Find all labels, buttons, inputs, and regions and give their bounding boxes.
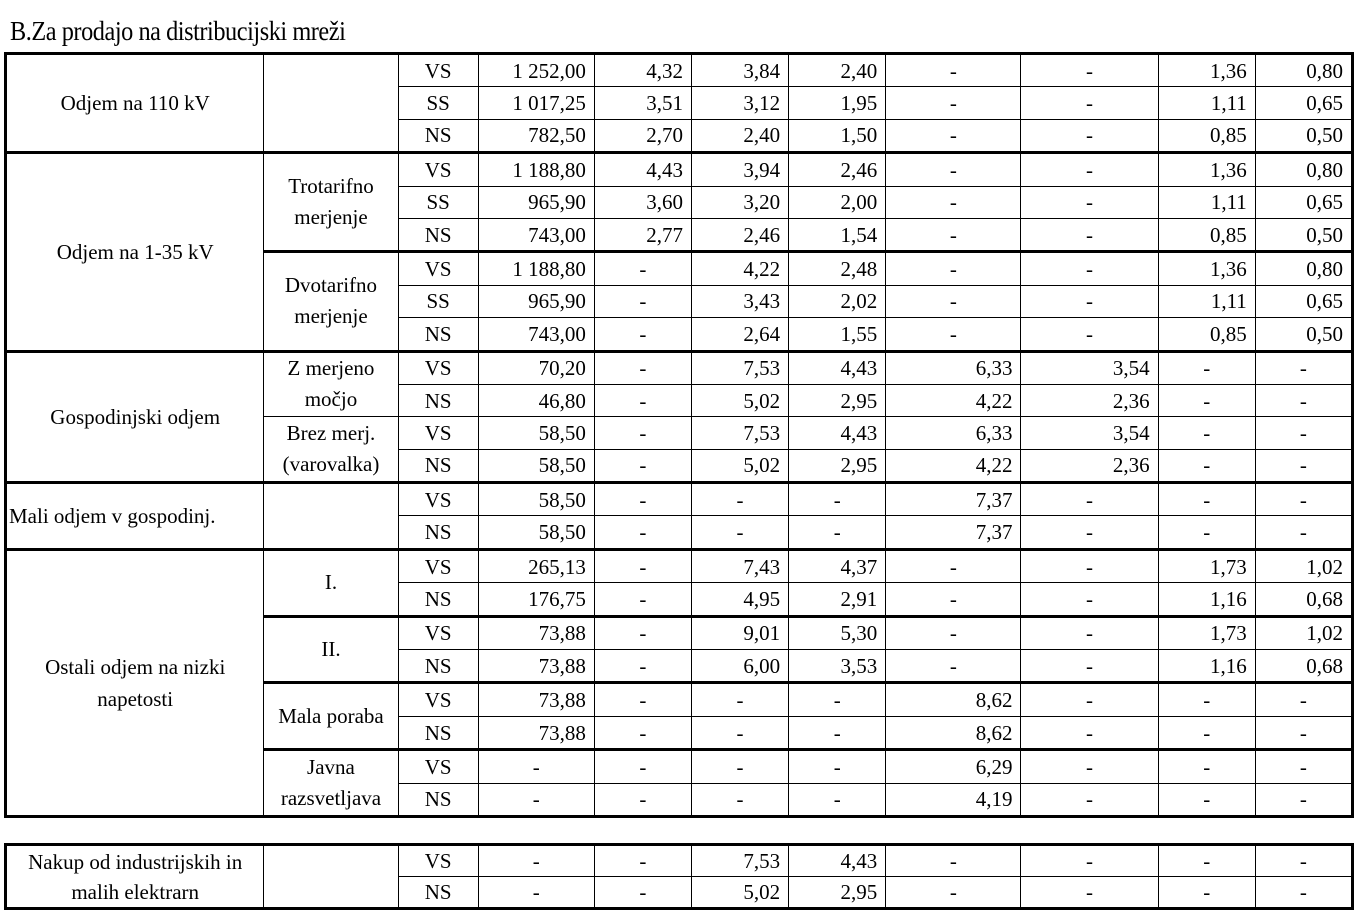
value-cell: - [691,483,788,516]
value-cell: - [594,417,691,449]
value-cell: - [1158,417,1255,449]
value-cell: 5,02 [691,449,788,482]
group-label: Odjem na 1-35 kV [6,153,264,351]
value-cell: 5,02 [691,877,788,909]
value-cell: 3,60 [594,186,691,218]
value-cell: 4,19 [886,783,1021,816]
value-cell: - [886,54,1021,87]
voltage-level-cell: NS [398,449,478,482]
voltage-level-cell: NS [398,783,478,816]
value-cell: - [1158,845,1255,877]
value-cell: 1,54 [789,218,886,251]
value-cell: - [886,87,1021,119]
voltage-level-cell: NS [398,516,478,549]
group-label: Ostali odjem na nizki napetosti [6,549,264,816]
value-cell: - [594,845,691,877]
value-cell: 7,53 [691,417,788,449]
value-cell: - [1021,716,1158,749]
value-cell: 58,50 [478,516,594,549]
value-cell: - [478,877,594,909]
value-cell: - [1255,449,1352,482]
value-cell: - [789,683,886,716]
value-cell: - [886,218,1021,251]
value-cell: 7,43 [691,549,788,582]
voltage-level-cell: SS [398,285,478,317]
value-cell: 2,95 [789,877,886,909]
value-cell: 3,20 [691,186,788,218]
value-cell: - [1255,716,1352,749]
value-cell: - [1021,318,1158,351]
value-cell: 5,30 [789,616,886,649]
value-cell: - [1158,384,1255,416]
voltage-level-cell: VS [398,153,478,186]
voltage-level-cell: NS [398,119,478,152]
value-cell: - [1255,683,1352,716]
group-label: Gospodinjski odjem [6,351,264,483]
value-cell: 1,73 [1158,616,1255,649]
value-cell: 1,11 [1158,186,1255,218]
value-cell: - [886,845,1021,877]
value-cell: 0,65 [1255,285,1352,317]
voltage-level-cell: VS [398,417,478,449]
value-cell: - [886,877,1021,909]
value-cell: - [886,318,1021,351]
voltage-level-cell: NS [398,583,478,616]
value-cell: 0,50 [1255,318,1352,351]
value-cell: - [1158,449,1255,482]
value-cell: - [594,483,691,516]
value-cell: 1,36 [1158,54,1255,87]
value-cell: 7,37 [886,516,1021,549]
subgroup-label: Javna razsvetljava [264,750,398,817]
value-cell: - [691,716,788,749]
group-label: Mali odjem v gospodinj. [6,483,264,550]
value-cell: 2,40 [789,54,886,87]
value-cell: 1,73 [1158,549,1255,582]
value-cell: 265,13 [478,549,594,582]
value-cell: 6,00 [691,650,788,683]
value-cell: 1,36 [1158,153,1255,186]
value-cell: - [1021,549,1158,582]
value-cell: 4,22 [886,384,1021,416]
purchase-table [4,843,1354,910]
value-cell: 0,65 [1255,87,1352,119]
value-cell: 2,95 [789,449,886,482]
value-cell: 965,90 [478,285,594,317]
value-cell: - [1021,616,1158,649]
subgroup-label: Brez merj. (varovalka) [264,417,398,483]
value-cell: 1,36 [1158,252,1255,285]
voltage-level-cell: VS [398,549,478,582]
subgroup-label: Mala poraba [264,683,398,750]
value-cell: - [594,750,691,783]
value-cell: 58,50 [478,449,594,482]
value-cell: 73,88 [478,616,594,649]
voltage-level-cell: VS [398,483,478,516]
value-cell: - [789,750,886,783]
value-cell: 0,80 [1255,153,1352,186]
value-cell: - [789,483,886,516]
value-cell: - [594,252,691,285]
value-cell: 0,68 [1255,583,1352,616]
value-cell: 1,02 [1255,616,1352,649]
value-cell: 3,12 [691,87,788,119]
value-cell: 4,43 [594,153,691,186]
page-title: B.Za prodajo na distribucijski mreži [10,16,346,46]
value-cell: 0,85 [1158,318,1255,351]
value-cell: - [1158,750,1255,783]
value-cell: 0,85 [1158,119,1255,152]
value-cell: 2,40 [691,119,788,152]
value-cell: 0,68 [1255,650,1352,683]
table-row [6,845,1353,877]
value-cell: 3,84 [691,54,788,87]
value-cell: 2,95 [789,384,886,416]
value-cell: - [886,549,1021,582]
value-cell: 4,32 [594,54,691,87]
value-cell: 73,88 [478,650,594,683]
table-row [6,153,1353,186]
subgroup-label: II. [264,616,398,683]
voltage-level-cell: NS [398,384,478,416]
value-cell: 2,36 [1021,384,1158,416]
value-cell: 58,50 [478,417,594,449]
value-cell: - [691,783,788,816]
value-cell: 2,70 [594,119,691,152]
value-cell: 0,80 [1255,54,1352,87]
value-cell: - [594,616,691,649]
subgroup-label [264,483,398,550]
value-cell: 0,80 [1255,252,1352,285]
value-cell: 0,65 [1255,186,1352,218]
value-cell: - [789,516,886,549]
value-cell: - [594,516,691,549]
value-cell: - [886,186,1021,218]
value-cell: - [1021,186,1158,218]
voltage-level-cell: SS [398,186,478,218]
value-cell: 0,85 [1158,218,1255,251]
value-cell: - [594,583,691,616]
value-cell: - [594,877,691,909]
value-cell: 1,16 [1158,650,1255,683]
value-cell: - [594,351,691,384]
value-cell: 73,88 [478,716,594,749]
tariff-table [4,52,1354,818]
value-cell: - [886,583,1021,616]
value-cell: 4,37 [789,549,886,582]
value-cell: - [1021,845,1158,877]
value-cell: 58,50 [478,483,594,516]
value-cell: - [1255,351,1352,384]
value-cell: - [886,650,1021,683]
value-cell: 1,02 [1255,549,1352,582]
value-cell: - [594,683,691,716]
value-cell: 965,90 [478,186,594,218]
voltage-level-cell: VS [398,351,478,384]
value-cell: 3,53 [789,650,886,683]
value-cell: 73,88 [478,683,594,716]
value-cell: 2,48 [789,252,886,285]
value-cell: 782,50 [478,119,594,152]
value-cell: - [886,285,1021,317]
voltage-level-cell: VS [398,54,478,87]
voltage-level-cell: VS [398,750,478,783]
value-cell: - [1021,750,1158,783]
value-cell: 2,36 [1021,449,1158,482]
value-cell: - [1255,516,1352,549]
value-cell: - [1021,877,1158,909]
value-cell: - [1255,417,1352,449]
value-cell: 1 017,25 [478,87,594,119]
value-cell: 9,01 [691,616,788,649]
table-row [6,54,1353,87]
value-cell: - [789,783,886,816]
value-cell: - [691,750,788,783]
value-cell: - [594,318,691,351]
group-label: Nakup od industrijskih in malih elektrarn [6,845,264,909]
value-cell: - [594,384,691,416]
value-cell: - [1255,483,1352,516]
value-cell: - [594,650,691,683]
value-cell: - [1158,683,1255,716]
value-cell: - [1021,683,1158,716]
value-cell: 5,02 [691,384,788,416]
group-label: Odjem na 110 kV [6,54,264,153]
value-cell: - [1021,218,1158,251]
voltage-level-cell: NS [398,218,478,251]
value-cell: - [1021,54,1158,87]
value-cell: - [594,549,691,582]
value-cell: - [789,716,886,749]
value-cell: 7,53 [691,845,788,877]
value-cell: - [1158,516,1255,549]
value-cell: - [594,716,691,749]
voltage-level-cell: NS [398,877,478,909]
value-cell: 8,62 [886,683,1021,716]
subgroup-label: I. [264,549,398,616]
table-row [6,483,1353,516]
value-cell: - [1021,516,1158,549]
value-cell: 2,77 [594,218,691,251]
value-cell: 46,80 [478,384,594,416]
value-cell: - [1021,153,1158,186]
value-cell: 8,62 [886,716,1021,749]
value-cell: 0,50 [1255,218,1352,251]
value-cell: 4,43 [789,351,886,384]
value-cell: 743,00 [478,218,594,251]
voltage-level-cell: VS [398,683,478,716]
value-cell: 3,94 [691,153,788,186]
value-cell: - [1255,783,1352,816]
tariff-table-body [6,54,1353,817]
value-cell: 2,00 [789,186,886,218]
subgroup-label: Dvotarifno merjenje [264,252,398,351]
value-cell: - [594,285,691,317]
value-cell: - [1021,252,1158,285]
value-cell: 1,95 [789,87,886,119]
value-cell: - [594,449,691,482]
value-cell: - [1021,650,1158,683]
value-cell: - [886,119,1021,152]
value-cell: 4,43 [789,417,886,449]
value-cell: - [1158,483,1255,516]
value-cell: 1,11 [1158,285,1255,317]
voltage-level-cell: VS [398,845,478,877]
purchase-table-body [6,845,1353,909]
value-cell: 1 188,80 [478,153,594,186]
voltage-level-cell: NS [398,650,478,683]
value-cell: - [1158,877,1255,909]
value-cell: - [1021,87,1158,119]
value-cell: 1,16 [1158,583,1255,616]
value-cell: - [1255,750,1352,783]
value-cell: 0,50 [1255,119,1352,152]
value-cell: - [1255,845,1352,877]
value-cell: 4,22 [886,449,1021,482]
table-row [6,549,1353,582]
value-cell: - [691,516,788,549]
value-cell: - [478,845,594,877]
value-cell: - [1021,583,1158,616]
value-cell: - [1255,877,1352,909]
voltage-level-cell: NS [398,318,478,351]
value-cell: - [1158,716,1255,749]
table-row [6,351,1353,384]
voltage-level-cell: NS [398,716,478,749]
value-cell: - [1255,384,1352,416]
value-cell: 743,00 [478,318,594,351]
value-cell: 1,11 [1158,87,1255,119]
value-cell: - [1158,783,1255,816]
subgroup-label: Trotarifno merjenje [264,153,398,252]
value-cell: - [1021,285,1158,317]
value-cell: 3,54 [1021,417,1158,449]
voltage-level-cell: VS [398,252,478,285]
value-cell: 7,37 [886,483,1021,516]
value-cell: 1,50 [789,119,886,152]
value-cell: 2,46 [789,153,886,186]
value-cell: 2,02 [789,285,886,317]
subgroup-label [264,54,398,153]
value-cell: - [1021,783,1158,816]
value-cell: 6,33 [886,417,1021,449]
subgroup-label [264,845,398,909]
value-cell: 4,43 [789,845,886,877]
value-cell: 3,51 [594,87,691,119]
value-cell: 3,43 [691,285,788,317]
value-cell: 6,29 [886,750,1021,783]
value-cell: 3,54 [1021,351,1158,384]
value-cell: 1,55 [789,318,886,351]
value-cell: 7,53 [691,351,788,384]
value-cell: 1 188,80 [478,252,594,285]
value-cell: - [1021,483,1158,516]
voltage-level-cell: SS [398,87,478,119]
value-cell: 4,22 [691,252,788,285]
value-cell: - [1158,351,1255,384]
value-cell: - [594,783,691,816]
value-cell: - [478,750,594,783]
value-cell: - [886,252,1021,285]
value-cell: - [886,153,1021,186]
value-cell: 70,20 [478,351,594,384]
value-cell: 2,46 [691,218,788,251]
value-cell: 1 252,00 [478,54,594,87]
value-cell: - [1021,119,1158,152]
value-cell: 176,75 [478,583,594,616]
value-cell: - [478,783,594,816]
voltage-level-cell: VS [398,616,478,649]
value-cell: - [691,683,788,716]
value-cell: 2,64 [691,318,788,351]
value-cell: 2,91 [789,583,886,616]
subgroup-label: Z merjeno močjo [264,351,398,417]
value-cell: 6,33 [886,351,1021,384]
value-cell: 4,95 [691,583,788,616]
value-cell: - [886,616,1021,649]
